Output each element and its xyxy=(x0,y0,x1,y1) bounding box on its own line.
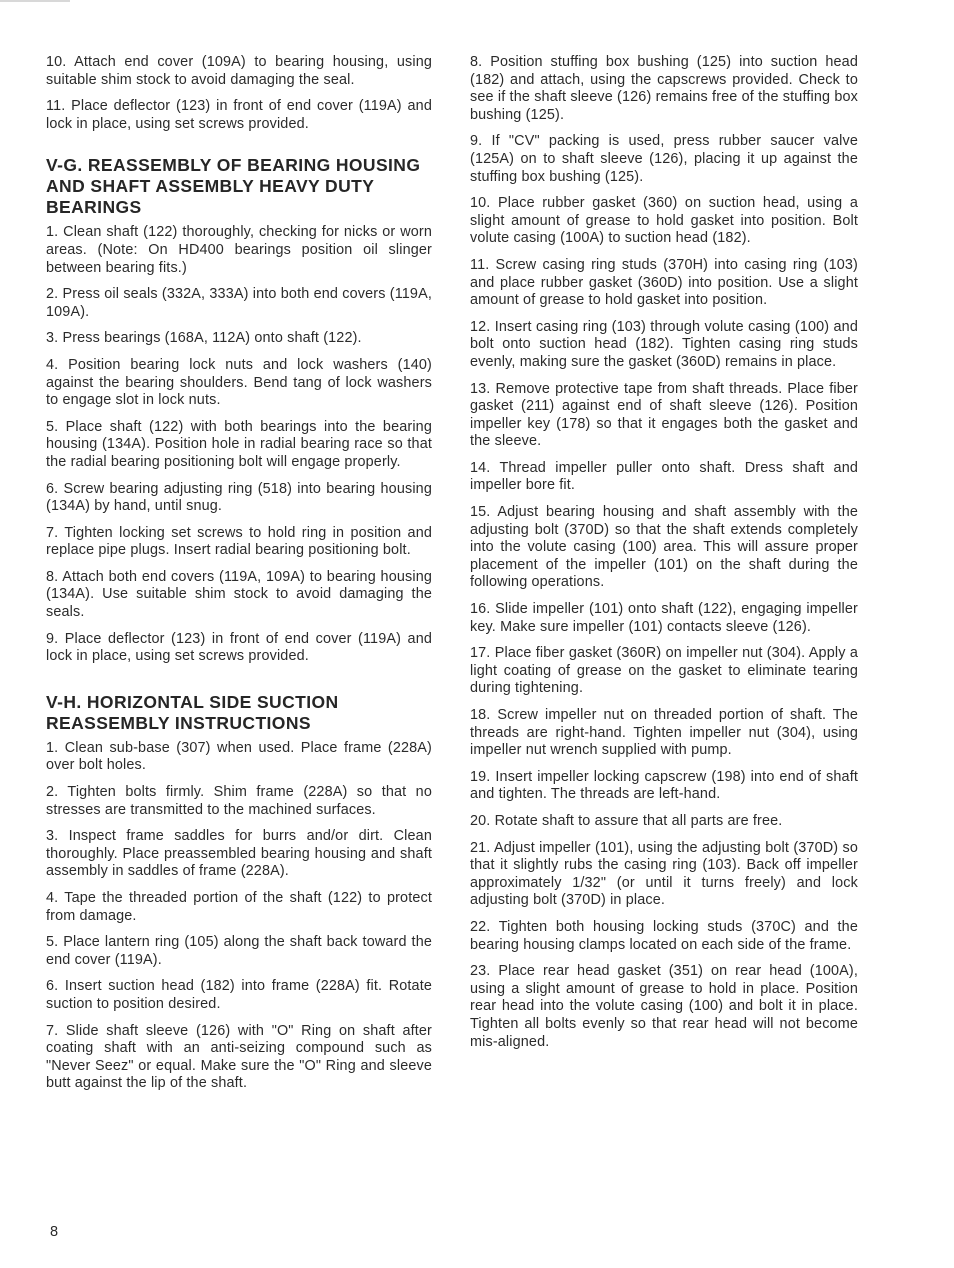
step-paragraph: 18. Screw impeller nut on threaded portion of shaft. The threads are right-hand. Tighten impeller nut (304), using impeller nut wrench supplied with pump. xyxy=(470,707,858,759)
step-paragraph: 2. Tighten bolts firmly. Shim frame (228A) so that no stresses are transmitted to the machined surfaces. xyxy=(46,784,432,818)
top-edge-mark xyxy=(0,0,70,2)
step-paragraph: 15. Adjust bearing housing and shaft assembly with the adjusting bolt (370D) so that the shaft extends completely into the volute casing (100) area. This will assure proper placement of the impeller (101) on the shaft during the following operations. xyxy=(470,504,858,591)
step-paragraph: 20. Rotate shaft to assure that all parts are free. xyxy=(470,812,783,829)
step-paragraph: 21. Adjust impeller (101), using the adjusting bolt (370D) so that it slightly rubs the casing ring (103). Back off impeller approximately 1/32" (or until it turns freely) and lock adjusting bolt (370D) in place. xyxy=(470,839,858,909)
step-paragraph: 5. Place lantern ring (105) along the shaft back toward the end cover (119A). xyxy=(46,934,432,968)
section-heading: V-H. HORIZONTAL SIDE SUCTION REASSEMBLY INSTRUCTIONS xyxy=(46,691,339,733)
step-paragraph: 8. Attach both end covers (119A, 109A) to bearing housing (134A). Use suitable shim stock to avoid damaging the seals. xyxy=(46,568,432,621)
step-paragraph: 4. Position bearing lock nuts and lock washers (140) against the bearing shoulders. Bend tang of lock washers to engage slot in lock nuts. xyxy=(46,356,432,409)
step-paragraph: 11. Screw casing ring studs (370H) into casing ring (103) and place rubber gasket (360D) into position. Use a slight amount of grease to hold gasket into position. xyxy=(470,256,858,309)
right-column xyxy=(470,54,858,1060)
step-paragraph: 6. Screw bearing adjusting ring (518) into bearing housing (134A) by hand, until snug. xyxy=(46,480,432,515)
step-paragraph: 8. Position stuffing box bushing (125) into suction head (182) and attach, using the capscrews provided. Check to see if the shaft sleeve (126) remains free of the stuffing box bushing (125). xyxy=(470,54,858,123)
step-paragraph: 13. Remove protective tape from shaft threads. Place fiber gasket (211) against end of shaft sleeve (126). Position impeller key (178) so that it engages both the gasket and the sleeve. xyxy=(470,380,858,450)
step-paragraph: 16. Slide impeller (101) onto shaft (122), engaging impeller key. Make sure impeller (101) contacts sleeve (126). xyxy=(470,601,858,635)
step-paragraph: 19. Insert impeller locking capscrew (198) into end of shaft and tighten. The threads are left-hand. xyxy=(470,768,858,803)
step-paragraph: 2. Press oil seals (332A, 333A) into both end covers (119A, 109A). xyxy=(46,286,432,320)
step-paragraph: 1. Clean sub-base (307) when used. Place frame (228A) over bolt holes. xyxy=(46,739,432,774)
step-paragraph: 9. Place deflector (123) in front of end cover (119A) and lock in place, using set screws provided. xyxy=(46,630,432,665)
step-paragraph: 7. Tighten locking set screws to hold ring in position and replace pipe plugs. Insert radial bearing positioning bolt. xyxy=(46,524,432,559)
step-paragraph: 14. Thread impeller puller onto shaft. Dress shaft and impeller bore fit. xyxy=(470,459,858,494)
step-paragraph: 17. Place fiber gasket (360R) on impeller nut (304). Apply a light coating of grease on the gasket to eliminate tearing during tightening. xyxy=(470,645,858,697)
step-paragraph: 10. Attach end cover (109A) to bearing housing, using suitable shim stock to avoid damaging the seal. xyxy=(46,54,432,88)
step-paragraph: 4. Tape the threaded portion of the shaft (122) to protect from damage. xyxy=(46,890,432,924)
step-paragraph: 12. Insert casing ring (103) through volute casing (100) and bolt onto suction head (182). Tighten casing ring studs evenly, making sure the gasket (360D) remains in place. xyxy=(470,318,858,370)
left-column xyxy=(46,54,432,1102)
step-paragraph: 3. Inspect frame saddles for burrs and/or dirt. Clean thoroughly. Place preassembled bearing housing and shaft assembly in saddles of frame (228A). xyxy=(46,828,432,880)
step-paragraph: 1. Clean shaft (122) thoroughly, checking for nicks or worn areas. (Note: On HD400 bearings position oil slinger between bearing fits.) xyxy=(46,224,432,276)
step-paragraph: 9. If "CV" packing is used, press rubber saucer valve (125A) on to shaft sleeve (126), placing it up against the stuffing box bushing (125). xyxy=(470,133,858,185)
step-paragraph: 3. Press bearings (168A, 112A) onto shaft (122). xyxy=(46,330,362,347)
section-v-g xyxy=(46,155,432,665)
step-paragraph: 10. Place rubber gasket (360) on suction head, using a slight amount of grease to hold gasket into position. Bolt volute casing (100A) to suction head (182). xyxy=(470,195,858,247)
section-heading: V-G. REASSEMBLY OF BEARING HOUSING AND SHAFT ASSEMBLY HEAVY DUTY BEARINGS xyxy=(46,155,421,218)
page-number: 8 xyxy=(50,1224,59,1240)
step-paragraph: 23. Place rear head gasket (351) on rear head (100A), using a slight amount of grease to hold in place. Position rear head into the volute casing (100) and bolt it in place. Tighten all bolts evenly so that rear head will not become mis-aligned. xyxy=(470,963,858,1050)
step-paragraph: 5. Place shaft (122) with both bearings into the bearing housing (134A). Position hole in radial bearing race so that the radial bearing positioning bolt will engage properly. xyxy=(46,418,432,470)
step-paragraph: 11. Place deflector (123) in front of end cover (119A) and lock in place, using set screws provided. xyxy=(46,98,432,132)
step-paragraph: 6. Insert suction head (182) into frame (228A) fit. Rotate suction to position desired. xyxy=(46,978,432,1012)
step-paragraph: 22. Tighten both housing locking studs (370C) and the bearing housing clamps located on each side of the frame. xyxy=(470,918,858,953)
section-v-h xyxy=(46,692,432,1093)
step-paragraph: 7. Slide shaft sleeve (126) with "O" Ring on shaft after coating shaft with an anti-seizing compound such as "Never Seez" or equal. Make sure the "O" Ring and sleeve butt against the lip of the shaft. xyxy=(46,1022,432,1092)
